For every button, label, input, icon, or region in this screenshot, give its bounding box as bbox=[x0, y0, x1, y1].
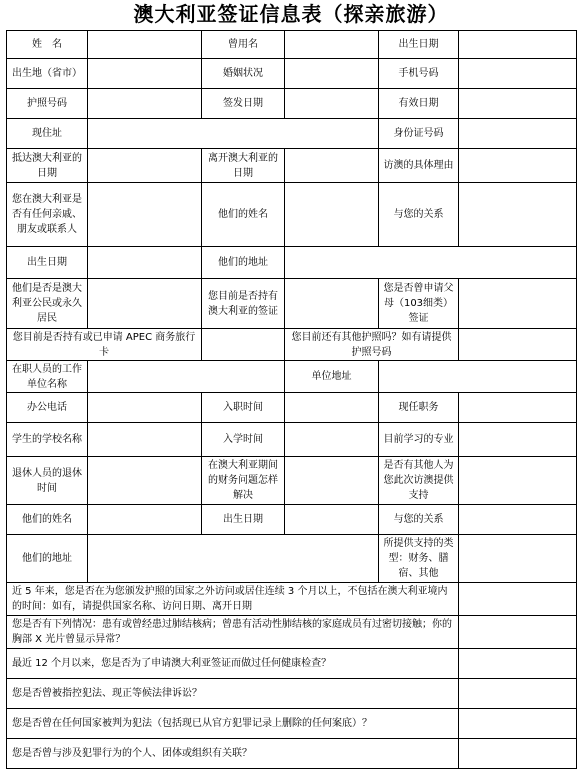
enroll-date-label: 入学时间 bbox=[202, 423, 285, 457]
retirement-date-label: 退休人员的退休时间 bbox=[7, 457, 88, 505]
visa-info-form bbox=[6, 30, 577, 769]
sponsor-address-label: 他们的地址 bbox=[7, 535, 88, 583]
answer-criminal-association[interactable] bbox=[459, 739, 577, 769]
page-title: 澳大利亚签证信息表（探亲旅游） bbox=[133, 2, 449, 26]
apec-card-field[interactable] bbox=[202, 329, 285, 361]
question-criminal-association: 您是否曾与涉及犯罪行为的个人、团体或组织有关联？ bbox=[7, 739, 459, 769]
position-label: 现任职务 bbox=[379, 393, 459, 423]
phone-label: 手机号码 bbox=[379, 59, 459, 89]
sponsor-relation-label: 与您的关系 bbox=[379, 505, 459, 535]
former-name-field[interactable] bbox=[285, 31, 379, 59]
answer-convicted[interactable] bbox=[459, 709, 577, 739]
sponsor-birth-field[interactable] bbox=[285, 505, 379, 535]
question-travel-history: 近 5 年来，您是否在为您颁发护照的国家之外访问或居住连续 3 个月以上，不包括在澳大利亚境内的时间：如有，请提供国家名称、访问日期、离开日期 bbox=[7, 583, 459, 616]
relationship-field[interactable] bbox=[459, 183, 577, 247]
passport-no-field[interactable] bbox=[88, 89, 202, 119]
employer-label: 在职人员的工作单位名称 bbox=[7, 361, 88, 393]
employer-address-field[interactable] bbox=[379, 361, 577, 393]
office-phone-field[interactable] bbox=[88, 393, 202, 423]
address-label: 现住址 bbox=[7, 119, 88, 149]
their-name-label: 他们的姓名 bbox=[202, 183, 285, 247]
support-type-field[interactable] bbox=[459, 535, 577, 583]
sponsor-label: 是否有其他人为您此次访澳提供支持 bbox=[379, 457, 459, 505]
birth-place-field[interactable] bbox=[88, 59, 202, 89]
answer-tuberculosis[interactable] bbox=[459, 616, 577, 649]
their-name-field[interactable] bbox=[285, 183, 379, 247]
holds-au-visa-field[interactable] bbox=[285, 279, 379, 329]
relatives-in-au-label: 您在澳大利亚是否有任何亲戚、朋友或联系人 bbox=[7, 183, 88, 247]
expiry-date-label: 有效日期 bbox=[379, 89, 459, 119]
join-date-label: 入职时间 bbox=[202, 393, 285, 423]
apec-card-label: 您目前是否持有或已申请 APEC 商务旅行卡 bbox=[7, 329, 202, 361]
relatives-in-au-field[interactable] bbox=[88, 183, 202, 247]
rel-birth-date-field[interactable] bbox=[88, 247, 202, 279]
phone-field[interactable] bbox=[459, 59, 577, 89]
school-name-label: 学生的学校名称 bbox=[7, 423, 88, 457]
sponsor-birth-label: 出生日期 bbox=[202, 505, 285, 535]
their-address-label: 他们的地址 bbox=[202, 247, 285, 279]
marital-status-label: 婚姻状况 bbox=[202, 59, 285, 89]
support-type-label: 所提供支持的类型：财务、膳宿、其他 bbox=[379, 535, 459, 583]
financial-label: 在澳大利亚期间的财务问题怎样解决 bbox=[202, 457, 285, 505]
birth-date-field[interactable] bbox=[459, 31, 577, 59]
marital-status-field[interactable] bbox=[285, 59, 379, 89]
holds-au-visa-label: 您目前是否持有澳大利亚的签证 bbox=[202, 279, 285, 329]
major-field[interactable] bbox=[459, 423, 577, 457]
employer-field[interactable] bbox=[88, 361, 285, 393]
id-no-field[interactable] bbox=[459, 119, 577, 149]
address-field[interactable] bbox=[88, 119, 379, 149]
question-tuberculosis: 您是否有下列情况：患有或曾经患过肺结核病；曾患有活动性肺结核的家庭成员有过密切接触；你的胸部 X 光片曾显示异常？ bbox=[7, 616, 459, 649]
issue-date-field[interactable] bbox=[285, 89, 379, 119]
former-name-label: 曾用名 bbox=[202, 31, 285, 59]
passport-no-label: 护照号码 bbox=[7, 89, 88, 119]
other-passports-field[interactable] bbox=[459, 329, 577, 361]
arrival-date-label: 抵达澳大利亚的日期 bbox=[7, 149, 88, 183]
their-address-field[interactable] bbox=[285, 247, 577, 279]
departure-date-field[interactable] bbox=[285, 149, 379, 183]
sponsor-name-label: 他们的姓名 bbox=[7, 505, 88, 535]
enroll-date-field[interactable] bbox=[285, 423, 379, 457]
sponsor-address-field[interactable] bbox=[88, 535, 379, 583]
sponsor-field[interactable] bbox=[459, 457, 577, 505]
departure-date-label: 离开澳大利亚的日期 bbox=[202, 149, 285, 183]
answer-health-exam[interactable] bbox=[459, 649, 577, 679]
arrival-date-field[interactable] bbox=[88, 149, 202, 183]
office-phone-label: 办公电话 bbox=[7, 393, 88, 423]
expiry-date-field[interactable] bbox=[459, 89, 577, 119]
question-health-exam: 最近 12 个月以来，您是否为了申请澳大利亚签证而做过任何健康检查？ bbox=[7, 649, 459, 679]
answer-travel-history[interactable] bbox=[459, 583, 577, 616]
school-name-field[interactable] bbox=[88, 423, 202, 457]
birth-place-label: 出生地（省市） bbox=[7, 59, 88, 89]
parent-visa-label: 您是否曾申请父母（103细类）签证 bbox=[379, 279, 459, 329]
au-citizen-label: 他们是否是澳大利亚公民或永久居民 bbox=[7, 279, 88, 329]
au-citizen-field[interactable] bbox=[88, 279, 202, 329]
birth-date-label: 出生日期 bbox=[379, 31, 459, 59]
parent-visa-field[interactable] bbox=[459, 279, 577, 329]
name-label: 姓 名 bbox=[7, 31, 88, 59]
sponsor-name-field[interactable] bbox=[88, 505, 202, 535]
financial-field[interactable] bbox=[285, 457, 379, 505]
rel-birth-date-label: 出生日期 bbox=[7, 247, 88, 279]
visit-reason-label: 访澳的具体理由 bbox=[379, 149, 459, 183]
name-field[interactable] bbox=[88, 31, 202, 59]
answer-charged[interactable] bbox=[459, 679, 577, 709]
relationship-label: 与您的关系 bbox=[379, 183, 459, 247]
id-no-label: 身份证号码 bbox=[379, 119, 459, 149]
major-label: 目前学习的专业 bbox=[379, 423, 459, 457]
sponsor-relation-field[interactable] bbox=[459, 505, 577, 535]
retirement-date-field[interactable] bbox=[88, 457, 202, 505]
employer-address-label: 单位地址 bbox=[285, 361, 379, 393]
other-passports-label: 您目前还有其他护照吗？如有请提供护照号码 bbox=[285, 329, 459, 361]
question-convicted: 您是否曾在任何国家被判为犯法（包括现已从官方犯罪记录上删除的任何案底）？ bbox=[7, 709, 459, 739]
position-field[interactable] bbox=[459, 393, 577, 423]
visit-reason-field[interactable] bbox=[459, 149, 577, 183]
issue-date-label: 签发日期 bbox=[202, 89, 285, 119]
join-date-field[interactable] bbox=[285, 393, 379, 423]
question-charged: 您是否曾被指控犯法、现正等候法律诉讼？ bbox=[7, 679, 459, 709]
